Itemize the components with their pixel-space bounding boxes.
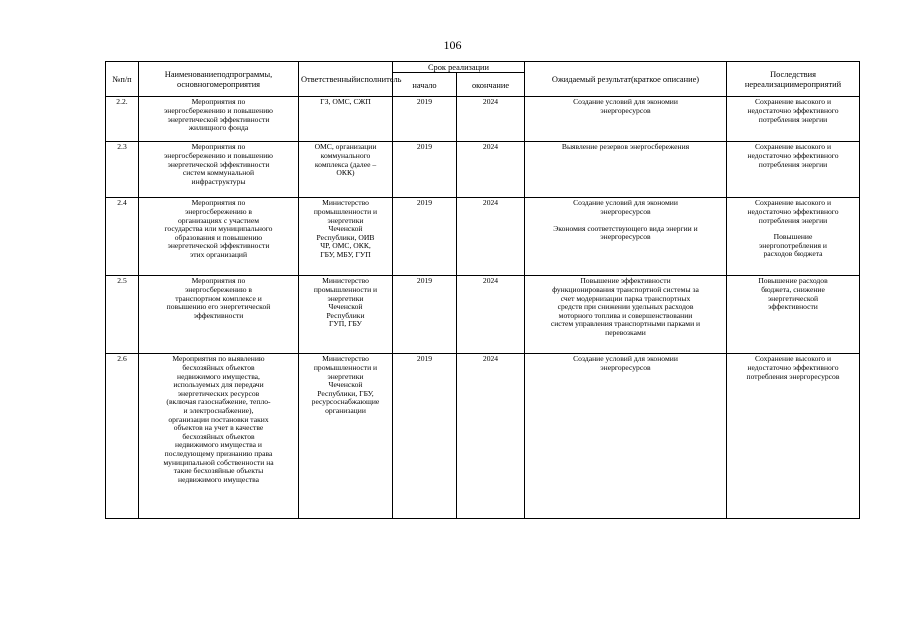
text-line: Министерство <box>322 276 369 286</box>
header-term: Срок реализации <box>393 62 525 73</box>
start-year: 2019 <box>393 142 457 198</box>
text-line: моторного топлива и совершенствовании <box>558 310 693 320</box>
text-line: Создание условий для экономии <box>573 198 678 208</box>
text-line: недостаточно эффективного <box>747 363 839 372</box>
text-line: систем управления транспортными парками и <box>550 319 701 329</box>
text-line: этих организаций <box>189 249 248 259</box>
table-row <box>106 198 860 276</box>
non-implementation-consequences <box>727 354 860 519</box>
header-name <box>139 62 299 97</box>
text-line: промышленности и <box>313 285 378 294</box>
text-line: инфраструктуры <box>191 176 246 186</box>
text-line: Сохранение высокого и <box>754 354 832 364</box>
text-line: энергосбережению и повышению <box>164 151 273 160</box>
row-number: 2.3 <box>106 142 139 198</box>
text-line: Чеченской <box>328 224 363 234</box>
header-consequences <box>727 62 860 97</box>
start-year: 2019 <box>393 198 457 276</box>
text-line: недвижимого имущества, <box>177 371 260 381</box>
text-line: энергоресурсов <box>600 363 651 372</box>
text-line: исполнитель <box>356 75 402 84</box>
text-line: Наименование <box>164 70 217 80</box>
text-line: Экономия соответствующего вида энергии и <box>553 223 698 233</box>
text-line: организациях с участием <box>177 215 260 225</box>
text-line: Создание условий для экономии <box>573 354 678 364</box>
text-line: Мероприятия по выявлению <box>172 354 265 364</box>
text-line: образования и повышению <box>174 232 263 242</box>
text-line: энергетических ресурсов <box>177 388 260 398</box>
non-implementation-consequences <box>727 276 860 354</box>
responsible-executor <box>299 354 393 519</box>
text-line: Повышение расходов <box>758 276 828 286</box>
text-line: энергетической эффективности <box>167 159 270 169</box>
text-line: ГЗ, ОМС, СЖП <box>320 97 371 107</box>
text-line: п/п <box>120 75 132 84</box>
text-line: энергосбережению в <box>185 285 252 294</box>
text-line: потребления энергии <box>758 159 828 169</box>
responsible-executor <box>299 97 393 142</box>
text-line: Мероприятия по <box>191 142 246 152</box>
text-line: энергетики <box>327 293 364 303</box>
text-line: Ответственный <box>301 75 357 84</box>
text-line: ГБУ, МБУ, ГУП <box>320 249 371 259</box>
text-line: бесхозяйных объектов <box>182 431 255 441</box>
text-line: Ожидаемый результат <box>551 75 631 84</box>
text-line: потребления энергии <box>758 215 828 225</box>
measure-name <box>139 354 299 519</box>
text-line: недостаточно эффективного <box>747 207 839 216</box>
text-line: Республики <box>326 310 365 320</box>
expected-result <box>525 354 727 519</box>
text-line: Повышение <box>773 232 813 242</box>
end-year: 2024 <box>457 142 525 198</box>
header-end: окончание <box>457 73 525 97</box>
text-line: эффективности <box>768 302 818 312</box>
text-line: эффективности <box>193 310 244 320</box>
row-number: 2.2. <box>106 97 139 142</box>
text-line: комплекса (далее – <box>314 159 377 169</box>
text-line: Министерство <box>322 354 369 364</box>
text-line: энергосбережению в <box>185 207 252 216</box>
text-line: жилищного фонда <box>188 123 249 133</box>
text-line: энергопотребления и <box>759 240 827 250</box>
text-line: объектов на учет в качестве <box>173 423 264 433</box>
text-line: промышленности и <box>313 207 378 216</box>
text-line: ЧР, ОМС, ОКК, <box>320 241 371 251</box>
measure-name <box>139 142 299 198</box>
start-year: 2019 <box>393 354 457 519</box>
header-row-top <box>106 62 860 73</box>
end-year: 2024 <box>457 198 525 276</box>
program-measures-table <box>105 61 860 519</box>
text-line: систем коммунальной <box>182 168 255 178</box>
text-line: потребления энергии <box>758 114 828 124</box>
text-line: средств при снижении удельных расходов <box>557 302 694 312</box>
end-year: 2024 <box>457 354 525 519</box>
text-line: ОКК) <box>336 168 355 178</box>
text-line: Республики, ГБУ, <box>317 388 374 398</box>
row-number: 2.6 <box>106 354 139 519</box>
text-line: мероприятий <box>794 79 842 89</box>
text-line: расходов бюджета <box>763 249 823 259</box>
non-implementation-consequences <box>727 142 860 198</box>
responsible-executor <box>299 198 393 276</box>
text-line: энергоресурсов <box>600 106 651 115</box>
text-line: Чеченской <box>328 380 363 390</box>
text-line: энергоресурсов <box>600 207 651 216</box>
table-row <box>106 354 860 519</box>
page-number: 106 <box>443 38 462 52</box>
text-line: последующему признанию права <box>164 448 273 458</box>
text-line: Последствия нереализации <box>744 70 816 89</box>
start-year: 2019 <box>393 276 457 354</box>
text-line: энергетической эффективности <box>167 241 270 251</box>
text-line: энергетической <box>767 293 819 303</box>
text-line: используемых для передачи <box>173 380 264 390</box>
text-line: Министерство <box>322 198 369 208</box>
text-line: функционирования транспортной системы за <box>552 285 699 294</box>
text-line: Чеченской <box>328 302 363 312</box>
text-line: ресурсоснабжающие <box>311 397 380 407</box>
text-line: Создание условий для экономии <box>573 97 678 107</box>
text-line: (включая газоснабжение, тепло- <box>166 397 271 407</box>
text-line: бесхозяйных объектов <box>182 363 255 372</box>
text-line: государства или муниципального <box>164 224 273 234</box>
text-line: Республики, ОИВ <box>316 232 375 242</box>
text-line: энергетики <box>327 371 364 381</box>
text-line: организации <box>325 405 366 415</box>
header-responsible <box>299 62 402 97</box>
text-line: Повышение эффективности <box>580 276 671 286</box>
table-row <box>106 97 860 142</box>
header-result <box>525 62 727 97</box>
text-line: коммунального <box>320 151 371 160</box>
measure-name <box>139 276 299 354</box>
expected-result <box>525 97 727 142</box>
text-line: энергетической эффективности <box>167 114 270 124</box>
expected-result <box>525 142 727 198</box>
text-line: № <box>112 75 121 84</box>
text-line: ОМС, организации <box>314 142 377 152</box>
text-line: подпрограммы, основного <box>176 70 273 89</box>
text-line: организации постановки таких <box>168 414 269 424</box>
header-start: начало <box>393 73 457 97</box>
non-implementation-consequences <box>727 97 860 142</box>
responsible-executor <box>299 276 393 354</box>
text-line: Мероприятия по <box>191 97 246 107</box>
text-line: Мероприятия по <box>191 276 246 286</box>
text-line: энергосбережению и повышению <box>164 106 273 115</box>
text-line: промышленности и <box>313 363 378 372</box>
text-line: ГУП, ГБУ <box>329 319 362 329</box>
row-number: 2.5 <box>106 276 139 354</box>
row-number: 2.4 <box>106 198 139 276</box>
text-line: Выявление резервов энергосбережения <box>561 142 690 152</box>
text-line: Мероприятия по <box>191 198 246 208</box>
text-line: (краткое описание) <box>630 75 700 84</box>
text-line: Сохранение высокого и <box>754 142 832 152</box>
text-line: недостаточно эффективного <box>747 151 839 160</box>
text-line: и электроснабжение), <box>183 405 254 415</box>
text-line: мероприятия <box>213 79 261 89</box>
start-year: 2019 <box>393 97 457 142</box>
table-row <box>106 276 860 354</box>
text-line: перевозками <box>605 327 646 337</box>
text-line: такие бесхозяйные объекты <box>173 466 264 476</box>
expected-result <box>525 198 727 276</box>
end-year: 2024 <box>457 276 525 354</box>
non-implementation-consequences <box>727 198 860 276</box>
text-line: энергоресурсов <box>600 232 651 242</box>
header-num <box>106 62 139 97</box>
text-line: транспортном комплексе и <box>175 293 262 303</box>
text-line: Сохранение высокого и <box>754 97 832 107</box>
text-line: недвижимого имущества и <box>175 440 262 450</box>
text-line: потребления энергоресурсов <box>746 371 840 381</box>
measure-name <box>139 97 299 142</box>
table-row <box>106 142 860 198</box>
end-year: 2024 <box>457 97 525 142</box>
text-line: недостаточно эффективного <box>747 106 839 115</box>
expected-result <box>525 276 727 354</box>
text-line: недвижимого имущества <box>178 474 259 484</box>
text-line: Сохранение высокого и <box>754 198 832 208</box>
table-body <box>106 97 860 519</box>
text-line: энергетики <box>327 215 364 225</box>
text-line: повышению его энергетической <box>166 302 271 312</box>
measure-name <box>139 198 299 276</box>
text-line: муниципальной собственности на <box>163 457 274 467</box>
responsible-executor <box>299 142 393 198</box>
text-line: счет модернизации парка транспортных <box>560 293 691 303</box>
text-line: бюджета, снижение <box>761 285 825 294</box>
